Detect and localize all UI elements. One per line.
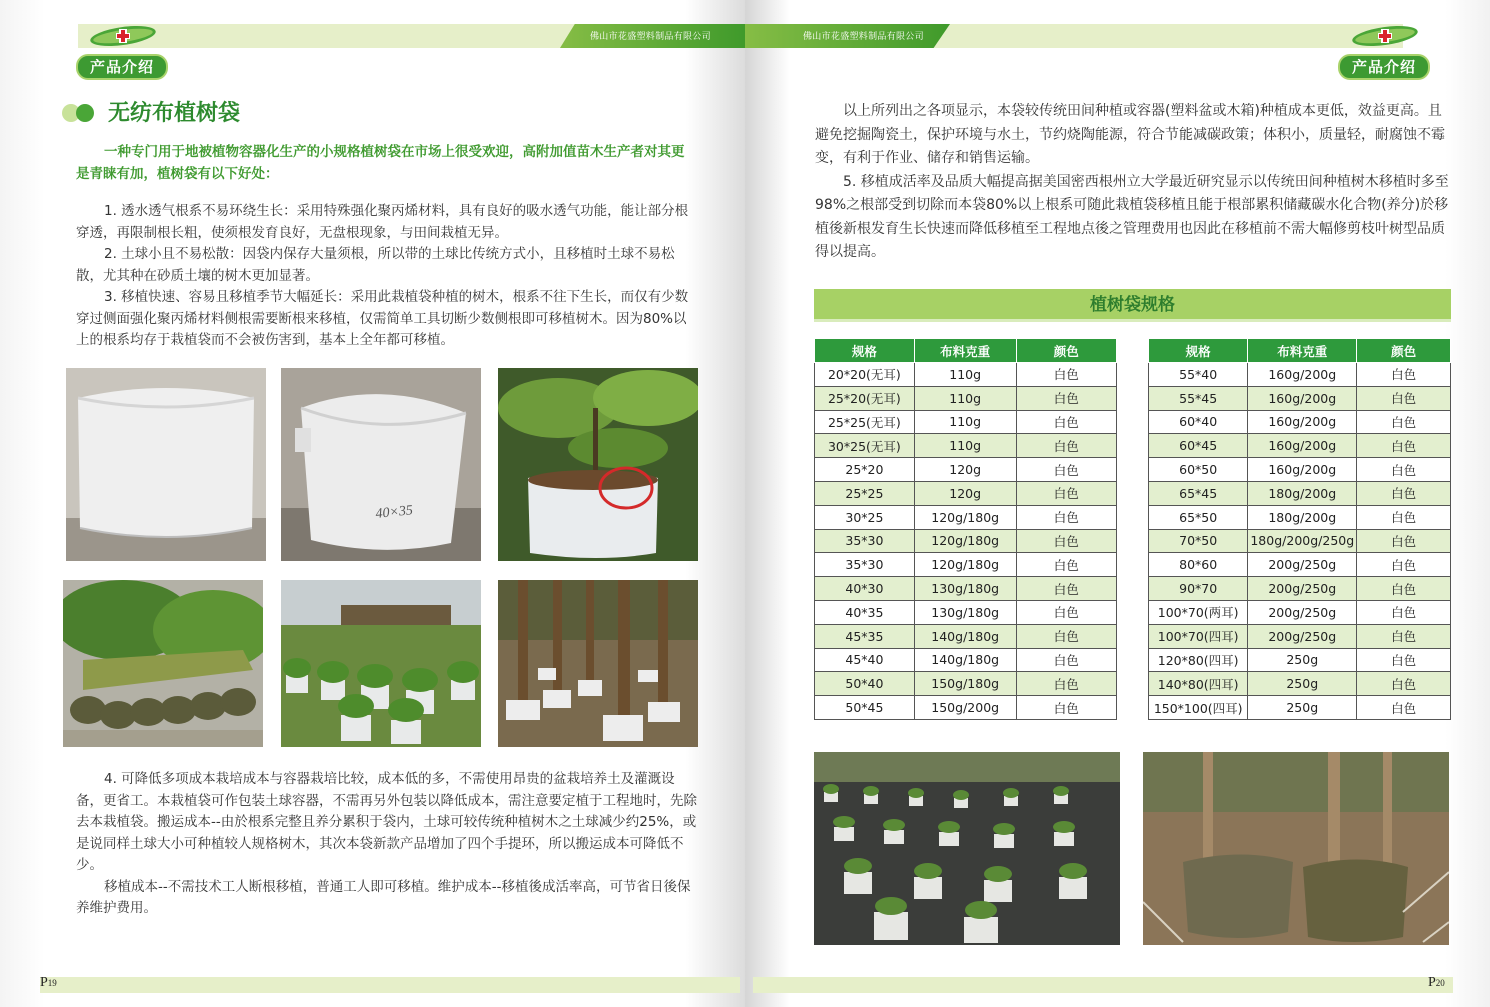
cell-size: 100*70(两耳): [1149, 600, 1248, 624]
cell-size: 150*100(四耳): [1149, 696, 1248, 720]
table-row: [1149, 648, 1451, 672]
paragraph: 5. 移植成活率及品质大幅提高据美国密西根州立大学最近研究显示以传统田间种植树木移植时多至98%之根部受到切除而本袋80%以上根系可随此栽植袋移植且能于根部累积储藏碳水化合物(养分)於移植後新根发育生长快速而降低移植至工程地点後之管理费用也因此在移植前不需大幅修剪枝叶树型品质得以提高。: [815, 173, 1449, 260]
cell-size: 60*45: [1149, 434, 1248, 458]
cell-color: 白色: [1016, 458, 1116, 482]
cell-color: 白色: [1357, 577, 1451, 601]
cell-color: 白色: [1357, 458, 1451, 482]
tree-rootballs-photo: [63, 580, 263, 747]
table-row: [1149, 624, 1451, 648]
cell-size: 70*50: [1149, 529, 1248, 553]
benefit-item: 2. 土球小且不易松散：因袋内保存大量须根，所以带的土球比传统方式小，且移植时土球不易松散，尤其种在砂质土壤的树木更加显著。: [76, 246, 675, 284]
table-row: [815, 363, 1117, 387]
table-row: [1149, 458, 1451, 482]
table-row: [1149, 434, 1451, 458]
cell-color: 白色: [1016, 410, 1116, 434]
cell-weight: 150g/200g: [914, 696, 1016, 720]
cell-color: 白色: [1016, 600, 1116, 624]
table-row: [815, 553, 1117, 577]
cell-color: 白色: [1357, 553, 1451, 577]
nursery-bags-photo: [281, 580, 481, 747]
cell-color: 白色: [1016, 553, 1116, 577]
cell-color: 白色: [1016, 624, 1116, 648]
benefit-item: 移植成本--不需技术工人断根移植，普通工人即可移植。维护成本--移植後成活率高，可节省日後保养维护费用。: [76, 878, 691, 916]
cell-size: 40*35: [815, 600, 915, 624]
company-name: 佛山市花盛塑料制品有限公司: [590, 32, 711, 42]
page-number: P20: [1428, 975, 1445, 990]
cell-size: 50*40: [815, 672, 915, 696]
bag-size-label: 40×35: [374, 503, 414, 522]
cell-size: 45*35: [815, 624, 915, 648]
cell-color: 白色: [1357, 600, 1451, 624]
cell-weight: 140g/180g: [914, 624, 1016, 648]
cell-size: 25*20: [815, 458, 915, 482]
cell-color: 白色: [1016, 529, 1116, 553]
table-row: [1149, 696, 1451, 720]
bullet-dots-icon: [62, 101, 100, 123]
cell-color: 白色: [1357, 386, 1451, 410]
table-row: [1149, 553, 1451, 577]
cell-weight: 160g/200g: [1248, 386, 1357, 410]
cell-weight: 130g/180g: [914, 577, 1016, 601]
table-row: [1149, 481, 1451, 505]
tree-trunks-bags-photo: [498, 580, 698, 747]
benefit-item: 4. 可降低多项成本栽培成本与容器栽培比较，成本低的多，不需使用昂贵的盆栽培养土及灌溉设备，更省工。本栽植袋可作包装土球容器，不需再另外包装以降低成本，需注意要定植于工程地时，先除去本栽植袋。搬运成本--由於根系完整且养分累积于袋内，土球可较传统种植树木之土球减少约25%，或是说同样土球大小可种植较人规格树木，其次本袋新款产品增加了四个手提环，所以搬运成本可降低不少。: [76, 771, 697, 873]
cell-weight: 250g: [1248, 648, 1357, 672]
table-row: [815, 696, 1117, 720]
right-page: [745, 0, 1490, 1007]
table-row: [815, 624, 1117, 648]
cell-color: 白色: [1357, 696, 1451, 720]
cell-weight: 200g/250g: [1248, 600, 1357, 624]
col-header-weight: 布料克重: [1248, 339, 1357, 363]
cell-color: 白色: [1016, 672, 1116, 696]
cell-weight: 120g: [914, 481, 1016, 505]
cell-color: 白色: [1357, 434, 1451, 458]
cell-weight: 180g/200g: [1248, 481, 1357, 505]
cell-color: 白色: [1357, 505, 1451, 529]
cell-color: 白色: [1357, 529, 1451, 553]
section-title: 无纺布植树袋: [108, 101, 241, 126]
section-badge: 产品介绍: [1338, 54, 1430, 80]
table-row: [1149, 577, 1451, 601]
cell-color: 白色: [1016, 434, 1116, 458]
cell-weight: 110g: [914, 386, 1016, 410]
cell-weight: 180g/200g/250g: [1248, 529, 1357, 553]
col-header-color: 颜色: [1357, 339, 1451, 363]
cell-color: 白色: [1016, 363, 1116, 387]
cell-color: 白色: [1016, 505, 1116, 529]
cell-size: 30*25: [815, 505, 915, 529]
col-header-size: 规格: [815, 339, 915, 363]
cell-weight: 250g: [1248, 672, 1357, 696]
table-row: [1149, 363, 1451, 387]
table-row: [815, 648, 1117, 672]
cell-weight: 250g: [1248, 696, 1357, 720]
cell-weight: 120g/180g: [914, 529, 1016, 553]
cell-color: 白色: [1357, 363, 1451, 387]
cell-color: 白色: [1357, 648, 1451, 672]
table-row: [1149, 529, 1451, 553]
cell-weight: 120g: [914, 458, 1016, 482]
cell-weight: 160g/200g: [1248, 434, 1357, 458]
cell-color: 白色: [1357, 410, 1451, 434]
table-row: [1149, 600, 1451, 624]
cell-size: 30*25(无耳): [815, 434, 915, 458]
seedling-bag-photo: [498, 368, 698, 561]
cell-size: 25*20(无耳): [815, 386, 915, 410]
cell-color: 白色: [1016, 696, 1116, 720]
table-row: [815, 672, 1117, 696]
leaf-logo-icon: [1350, 22, 1420, 50]
table-row: [815, 434, 1117, 458]
cell-weight: 110g: [914, 363, 1016, 387]
cell-size: 60*40: [1149, 410, 1248, 434]
table-row: [815, 410, 1117, 434]
cell-color: 白色: [1357, 672, 1451, 696]
table-row: [815, 600, 1117, 624]
cell-size: 45*40: [815, 648, 915, 672]
table-row: [1149, 410, 1451, 434]
cell-color: 白色: [1357, 481, 1451, 505]
cell-weight: 200g/250g: [1248, 553, 1357, 577]
cell-weight: 180g/200g: [1248, 505, 1357, 529]
field-bags-photo: [814, 752, 1120, 945]
col-header-weight: 布料克重: [914, 339, 1016, 363]
section-heading: [62, 96, 240, 127]
table-row: [815, 529, 1117, 553]
section-badge: 产品介绍: [76, 54, 168, 80]
white-bag-photo: [66, 368, 266, 561]
cell-color: 白色: [1016, 577, 1116, 601]
page-number: P19: [40, 975, 57, 990]
cell-size: 35*30: [815, 553, 915, 577]
cell-size: 65*45: [1149, 481, 1248, 505]
cell-weight: 130g/180g: [914, 600, 1016, 624]
leaf-logo-icon: [88, 22, 158, 50]
table-row: [1149, 386, 1451, 410]
cell-size: 40*30: [815, 577, 915, 601]
benefit-item: 1. 透水透气根系不易环绕生长：采用特殊强化聚丙烯材料，具有良好的吸水透气功能，能让部分根穿透，再限制根长粗，使须根发育良好，无盘根现象，与田间栽植无异。: [76, 203, 689, 241]
cell-weight: 140g/180g: [914, 648, 1016, 672]
cell-weight: 160g/200g: [1248, 458, 1357, 482]
cell-color: 白色: [1016, 386, 1116, 410]
bag-40x35-photo: [281, 368, 481, 561]
cell-size: 90*70: [1149, 577, 1248, 601]
cell-size: 35*30: [815, 529, 915, 553]
cell-weight: 110g: [914, 410, 1016, 434]
cell-weight: 160g/200g: [1248, 410, 1357, 434]
footer-bar: [40, 977, 740, 993]
cell-size: 25*25: [815, 481, 915, 505]
cell-size: 80*60: [1149, 553, 1248, 577]
table-row: [815, 577, 1117, 601]
col-header-size: 规格: [1149, 339, 1248, 363]
cell-weight: 200g/250g: [1248, 577, 1357, 601]
paragraph: 以上所列出之各项显示，本袋较传统田间种植或容器(塑料盆或木箱)种植成本更低，效益更高。且避免挖掘陶瓷土，保护环境与水土，节约烧陶能源，符合节能减碳政策；体积小，质量轻，耐腐蚀不霉变，有利于作业、储存和销售运输。: [815, 103, 1445, 166]
cell-weight: 110g: [914, 434, 1016, 458]
table-row: [1149, 505, 1451, 529]
cell-size: 100*70(四耳): [1149, 624, 1248, 648]
cell-weight: 150g/180g: [914, 672, 1016, 696]
footer-bar: [753, 977, 1453, 993]
cell-size: 120*80(四耳): [1149, 648, 1248, 672]
tree-bag-closeup-photo: [1143, 752, 1449, 945]
table-row: [1149, 672, 1451, 696]
table-row: [815, 458, 1117, 482]
spec-table-right: [1148, 338, 1451, 720]
cell-weight: 160g/200g: [1248, 363, 1357, 387]
cell-weight: 120g/180g: [914, 553, 1016, 577]
cell-size: 140*80(四耳): [1149, 672, 1248, 696]
spec-title: 植树袋规格: [814, 289, 1451, 322]
table-row: [815, 386, 1117, 410]
cell-size: 20*20(无耳): [815, 363, 915, 387]
cell-color: 白色: [1016, 481, 1116, 505]
intro-text: 一种专门用于地被植物容器化生产的小规格植树袋在市场上很受欢迎，高附加值苗木生产者对其更是青睐有加，植树袋有以下好处：: [76, 144, 685, 182]
benefit-item: 3. 移植快速、容易且移植季节大幅延长：采用此栽植袋种植的树木，根系不往下生长，而仅有少数穿过侧面强化聚丙烯材料侧根需要断根来移植，仅需简单工具切断少数侧根即可移植树木。因为80%以上的根系均存于栽植袋而不会被伤害到，基本上全年都可移植。: [76, 289, 689, 348]
company-name: 佛山市花盛塑料制品有限公司: [803, 32, 924, 42]
table-row: [815, 505, 1117, 529]
cell-size: 55*40: [1149, 363, 1248, 387]
cell-color: 白色: [1016, 648, 1116, 672]
col-header-color: 颜色: [1016, 339, 1116, 363]
cell-weight: 120g/180g: [914, 505, 1016, 529]
table-row: [815, 481, 1117, 505]
benefits-bottom: [76, 769, 698, 920]
cell-size: 55*45: [1149, 386, 1248, 410]
cell-color: 白色: [1357, 624, 1451, 648]
benefits-top: [76, 201, 691, 352]
cell-weight: 200g/250g: [1248, 624, 1357, 648]
spec-table-left: [814, 338, 1117, 720]
advantages-text: [815, 100, 1455, 265]
cell-size: 65*50: [1149, 505, 1248, 529]
cell-size: 25*25(无耳): [815, 410, 915, 434]
cell-size: 60*50: [1149, 458, 1248, 482]
cell-size: 50*45: [815, 696, 915, 720]
